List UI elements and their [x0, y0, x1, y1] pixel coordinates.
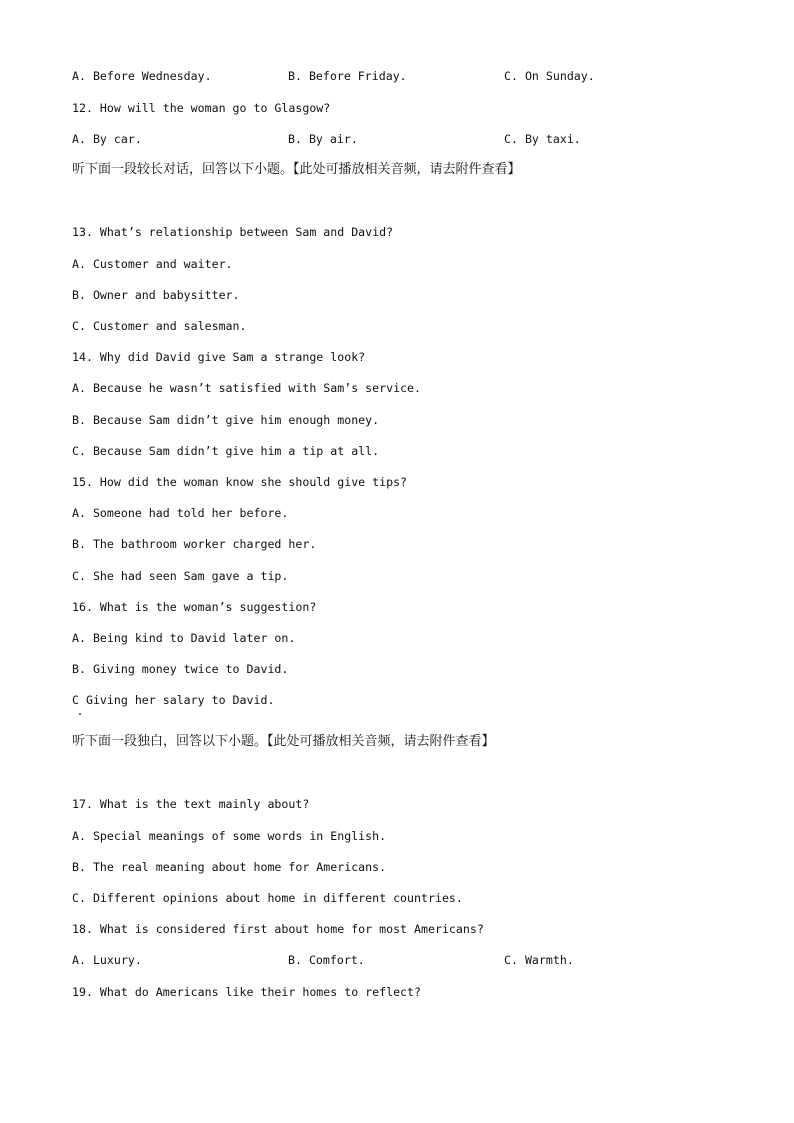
q16-option-a: A. Being kind to David later on. — [72, 631, 296, 645]
q12-option-b: B. By air. — [288, 132, 358, 146]
q12-question: 12. How will the woman go to Glasgow? — [72, 101, 331, 115]
q14-option-c: C. Because Sam didn’t give him a tip at all. — [72, 444, 380, 458]
q13-option-a: A. Customer and waiter. — [72, 257, 233, 271]
q15-option-a: A. Someone had told her before. — [72, 506, 289, 520]
q15-question: 15. How did the woman know she should give tips? — [72, 475, 408, 489]
q13-question: 13. What’s relationship between Sam and David? — [72, 225, 394, 239]
q17-option-c: C. Different opinions about home in different countries. — [72, 891, 463, 905]
section-instruction-monologue: 听下面一段独白，回答以下小题。【此处可播放相关音频，请去附件查看】 — [72, 734, 495, 749]
q15-option-c: C. She had seen Sam gave a tip. — [72, 569, 289, 583]
q11-option-a: A. Before Wednesday. — [72, 69, 212, 83]
q14-option-a: A. Because he wasn’t satisfied with Sam’s service. — [72, 381, 422, 395]
q17-question: 17. What is the text mainly about? — [72, 797, 310, 811]
q11-option-b: B. Before Friday. — [288, 69, 407, 83]
q13-option-b: B. Owner and babysitter. — [72, 288, 240, 302]
q16-option-b: B. Giving money twice to David. — [72, 662, 289, 676]
q14-question: 14. Why did David give Sam a strange look? — [72, 350, 366, 364]
q18-option-b: B. Comfort. — [288, 953, 365, 967]
q15-option-b: B. The bathroom worker charged her. — [72, 537, 317, 551]
q11-option-c: C. On Sunday. — [504, 69, 595, 83]
q18-option-c: C. Warmth. — [504, 953, 574, 967]
q19-question: 19. What do Americans like their homes to reflect? — [72, 985, 422, 999]
section-instruction-dialogue: 听下面一段较长对话，回答以下小题。【此处可播放相关音频，请去附件查看】 — [72, 162, 521, 177]
q18-option-a: A. Luxury. — [72, 953, 142, 967]
q18-question: 18. What is considered first about home for most Americans? — [72, 922, 484, 936]
q17-option-b: B. The real meaning about home for Americans. — [72, 860, 387, 874]
q14-option-b: B. Because Sam didn’t give him enough money. — [72, 413, 380, 427]
q13-option-c: C. Customer and salesman. — [72, 319, 247, 333]
q16-option-c: C Giving her salary to David. — [72, 693, 275, 707]
q12-option-a: A. By car. — [72, 132, 142, 146]
q16-question: 16. What is the woman’s suggestion? — [72, 600, 317, 614]
q12-option-c: C. By taxi. — [504, 132, 581, 146]
stray-dot-mark — [79, 713, 81, 715]
q17-option-a: A. Special meanings of some words in English. — [72, 829, 387, 843]
